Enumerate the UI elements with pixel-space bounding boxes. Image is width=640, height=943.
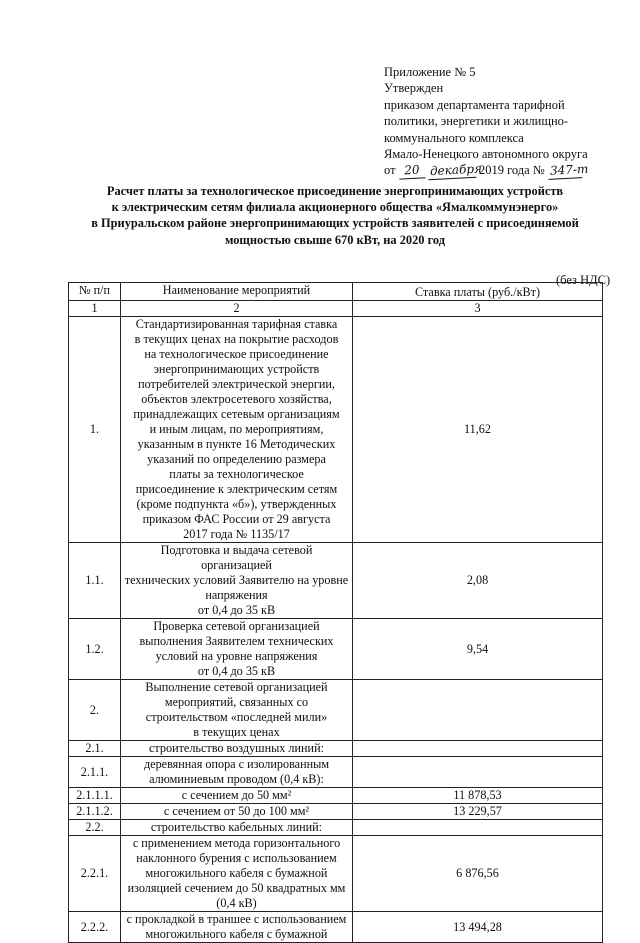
row-name: с сечением от 50 до 100 мм²: [121, 804, 353, 820]
approved-label: Утвержден: [384, 81, 444, 96]
table-row: [69, 836, 603, 912]
title-line-2: к электрическим сетям филиала акционерного общества «Ямалкоммунэнерго»: [111, 200, 559, 215]
vat-note: (без НДС): [556, 273, 611, 287]
approval-date-line: [384, 162, 614, 179]
colnum-3: 3: [353, 301, 603, 317]
row-name: Подготовка и выдача сетевой организацией технических условий Заявителю на уровне напряжения от 0,4 до 35 кВ: [121, 543, 353, 619]
appendix-label: Приложение № 5: [384, 65, 476, 79]
table-row: [69, 317, 603, 543]
table-row: [69, 757, 603, 788]
table-row: [69, 543, 603, 619]
row-name: Проверка сетевой организацией выполнения Заявителем технических условий на уровне напряжения от 0,4 до 35 кВ: [121, 619, 353, 680]
handwritten-month: декабря: [427, 161, 476, 181]
row-num: 2.1.1.: [69, 757, 121, 788]
table-row: [69, 619, 603, 680]
row-num: 1.: [69, 317, 121, 543]
table-row: [69, 804, 603, 820]
document-title: [70, 183, 600, 248]
row-rate: 13 229,57: [353, 804, 603, 820]
from-prefix: от: [384, 163, 396, 178]
title-line-1: Расчет платы за технологическое присоединение энергопринимающих устройств: [106, 184, 564, 198]
row-name: с прокладкой в траншее с использованием многожильного кабеля с бумажной: [121, 912, 353, 943]
handwritten-day: 20: [398, 162, 425, 181]
fee-table: [68, 282, 603, 943]
row-name: Выполнение сетевой организацией мероприятий, связанных со строительством «последней мили» в текущих ценах: [121, 680, 353, 741]
row-num: 2.: [69, 680, 121, 741]
row-rate: 2,08: [353, 543, 603, 619]
table-row: [69, 912, 603, 943]
colnum-1: 1: [69, 301, 121, 317]
row-name: Стандартизированная тарифная ставка в текущих ценах на покрытие расходов на технологическое присоединение энергопринимающих устройств потребителей электрической энергии, объектов электросетевого хозяйства, принадлежащих сетевым организациям и иным лицам, по мероприятиям, указанным в пункте 16 Методических указаний по определению размера платы за технологическое присоединение к электрическим сетям (кроме подпункта «б»), утвержденных приказом ФАС России от 29 августа 2017 года № 1135/17: [121, 317, 353, 543]
approval-line-1: приказом департамента тарифной: [384, 97, 565, 112]
row-num: 2.1.1.2.: [69, 804, 121, 820]
header-row: [69, 283, 603, 301]
table-row: [69, 680, 603, 741]
title-line-4: мощностью свыше 670 кВт, на 2020 год: [224, 232, 446, 247]
colnum-2: 2: [121, 301, 353, 317]
row-num: 2.1.1.1.: [69, 788, 121, 804]
title-line-3: в Приуральском районе энергопринимающих устройств заявителей с присоединяемой: [91, 216, 579, 231]
row-rate: 6 876,56: [353, 836, 603, 912]
table-row: [69, 788, 603, 804]
handwritten-number: 347-т: [547, 162, 582, 181]
header-num: № п/п: [69, 283, 121, 301]
row-num: 2.2.: [69, 820, 121, 836]
row-rate: [353, 680, 603, 741]
row-rate: 9,54: [353, 619, 603, 680]
approval-line-4: Ямало-Ненецкого автономного округа: [384, 147, 588, 162]
row-num: 2.1.: [69, 741, 121, 757]
row-num: 2.2.2.: [69, 912, 121, 943]
approval-line-2: политики, энергетики и жилищно-: [384, 114, 569, 129]
row-name: с сечением до 50 мм²: [121, 788, 353, 804]
table-row: [69, 820, 603, 836]
row-name: деревянная опора с изолированным алюминиевым проводом (0,4 кВ):: [121, 757, 353, 788]
row-name: строительство воздушных линий:: [121, 741, 353, 757]
approval-block: [384, 64, 614, 180]
row-rate: 11,62: [353, 317, 603, 543]
row-rate: 13 494,28: [353, 912, 603, 943]
row-rate: 11 878,53: [353, 788, 603, 804]
row-num: 1.2.: [69, 619, 121, 680]
table-row: [69, 741, 603, 757]
year-text: 2019 года №: [478, 163, 545, 178]
column-number-row: [69, 301, 603, 317]
row-num: 2.2.1.: [69, 836, 121, 912]
approval-line-3: коммунального комплекса: [384, 130, 524, 145]
header-rate: Ставка платы (руб./кВт): [353, 283, 603, 301]
row-num: 1.1.: [69, 543, 121, 619]
row-rate: [353, 757, 603, 788]
row-name: с применением метода горизонтального наклонного бурения с использованием многожильного кабеля с бумажной изоляцией сечением до 50 квадратных мм (0,4 кВ): [121, 836, 353, 912]
row-rate: [353, 741, 603, 757]
header-name: Наименование мероприятий: [121, 283, 353, 301]
row-name: строительство кабельных линий:: [121, 820, 353, 836]
row-rate: [353, 820, 603, 836]
